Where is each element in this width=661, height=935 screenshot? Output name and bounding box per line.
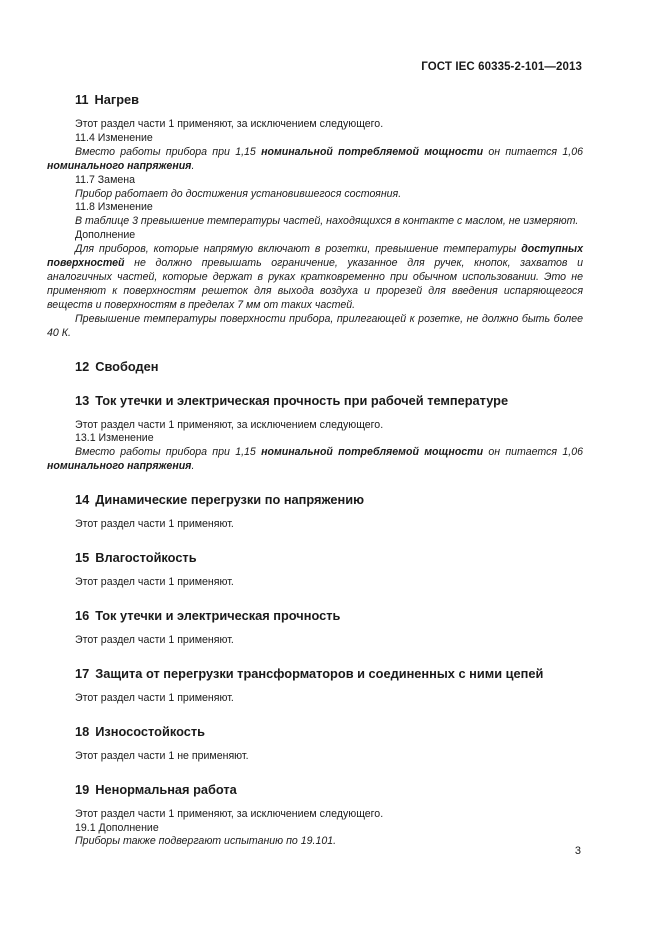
paragraph: В таблице 3 превышение температуры частей, находящихся в контакте с маслом, не измеряют. (75, 215, 579, 228)
clause-label: 11.8 Изменение (75, 201, 153, 214)
term-bold: номинальной потребляемой мощности (261, 145, 484, 158)
section-title: Ненормальная работа (95, 781, 237, 797)
clause-label: 11.4 Изменение (75, 131, 153, 144)
section-title: Влагостойкость (95, 550, 197, 566)
text-run: . (191, 460, 195, 473)
document-body (47, 92, 583, 867)
section-19 (47, 782, 583, 850)
section-13 (47, 393, 583, 475)
section-heading (47, 608, 583, 624)
paragraph: Этот раздел части 1 применяют, за исключением следующего. (75, 418, 384, 431)
paragraph: Этот раздел части 1 не применяют. (75, 749, 249, 762)
paragraph: Превышение температуры поверхности прибора, прилегающей к розетке, не должно быть более 40 К. (47, 312, 583, 339)
text-run: . (191, 159, 195, 172)
clause-label: 11.7 Замена (75, 173, 135, 186)
paragraph: Приборы также подвергают испытанию по 19.101. (75, 835, 337, 848)
section-14 (47, 492, 583, 532)
term-bold: номинального напряжения (47, 159, 192, 172)
section-number: 11 (75, 92, 89, 107)
section-11 (47, 92, 583, 341)
section-number: 13 (75, 392, 90, 408)
section-title: Динамические перегрузки по напряжению (95, 492, 365, 508)
section-number: 14 (75, 492, 90, 508)
paragraph (47, 446, 583, 474)
text-run: Вместо работы прибора при 1,15 (75, 446, 262, 459)
paragraph (47, 243, 583, 313)
text-run: он питается 1,06 (483, 145, 583, 158)
section-number: 16 (75, 607, 90, 623)
text-run: Вместо работы прибора при 1,15 (75, 145, 262, 158)
section-title: Ток утечки и электрическая прочность при рабочей температуре (95, 392, 509, 408)
section-number: 12 (75, 358, 90, 374)
text-run: он питается 1,06 (483, 446, 583, 459)
section-heading (47, 359, 583, 375)
section-number: 18 (75, 723, 90, 739)
paragraph: Прибор работает до достижения установившегося состояния. (75, 187, 402, 200)
section-heading (47, 393, 583, 409)
section-18 (47, 724, 583, 764)
paragraph: Этот раздел части 1 применяют, за исключением следующего. (75, 118, 384, 130)
section-title: Защита от перегрузки трансформаторов и соединенных с ними цепей (95, 665, 544, 681)
paragraph: Этот раздел части 1 применяют. (75, 633, 234, 646)
section-title: Износостойкость (95, 723, 205, 739)
section-12 (47, 359, 583, 375)
section-title: Нагрев (94, 92, 140, 107)
section-heading (47, 550, 583, 566)
section-number: 15 (75, 550, 90, 566)
section-17 (47, 666, 583, 706)
section-heading (47, 666, 583, 682)
section-title: Свободен (95, 358, 159, 374)
text-run: не должно превышать ограничение, указанное для ручек, кнопок, захватов и аналогичных частей, которые держат в руках кратковременно при обычном использовании. Это не применяют к поверхностям решеток для выхода воздуха и прорезей для введения испаряющегося веществ и поверхностям в пределах 7 мм от таких частей. (47, 257, 583, 311)
paragraph (47, 146, 583, 174)
term-bold: номинального напряжения (47, 460, 192, 473)
section-heading (47, 782, 583, 798)
section-heading (47, 92, 583, 108)
section-title: Ток утечки и электрическая прочность (95, 607, 341, 623)
section-heading (47, 724, 583, 740)
section-16 (47, 608, 583, 648)
term-bold: номинальной потребляемой мощности (261, 446, 484, 459)
section-heading (47, 492, 583, 508)
document-id-header: ГОСТ IEC 60335-2-101—2013 (421, 61, 582, 73)
paragraph: Этот раздел части 1 применяют. (75, 576, 234, 589)
paragraph: Этот раздел части 1 применяют. (75, 518, 234, 531)
term-bold: доступных поверхностей (47, 243, 583, 270)
paragraph: Этот раздел части 1 применяют. (75, 691, 234, 704)
clause-label: 13.1 Изменение (75, 432, 154, 445)
paragraph: Этот раздел части 1 применяют, за исключением следующего. (75, 807, 384, 820)
page-number: 3 (574, 845, 581, 857)
clause-label: Дополнение (75, 229, 136, 242)
clause-label: 19.1 Дополнение (75, 821, 159, 834)
section-number: 17 (75, 665, 90, 681)
section-number: 19 (75, 781, 90, 797)
text-run: Для приборов, которые напрямую включают в розетки, превышение температуры (75, 243, 522, 256)
section-15 (47, 550, 583, 590)
